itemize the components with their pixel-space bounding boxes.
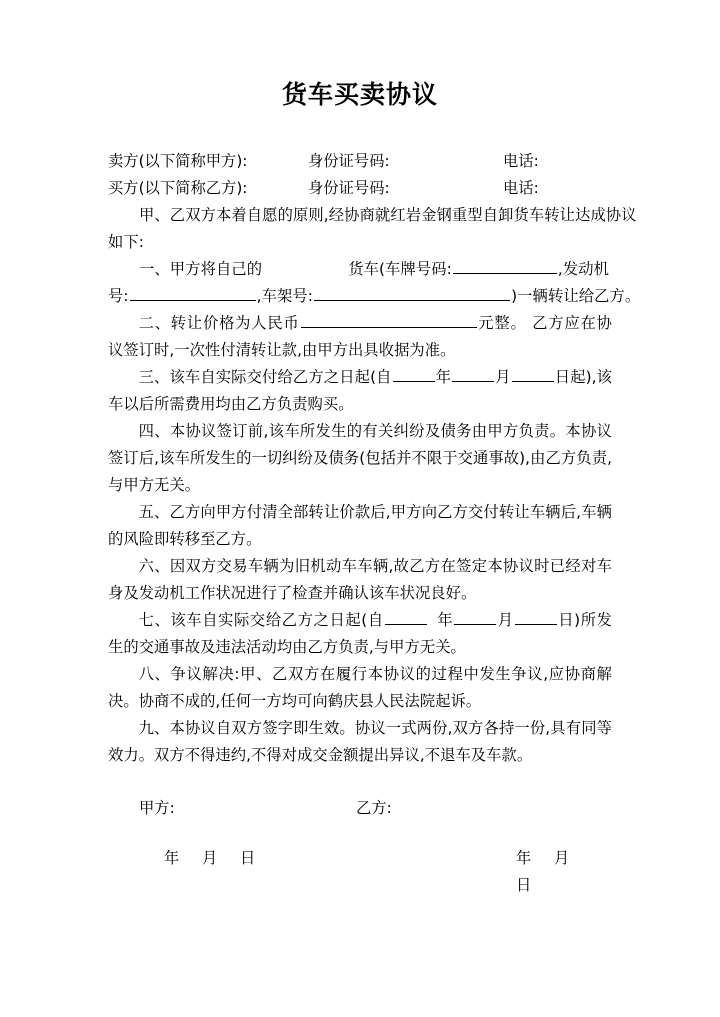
accident-day-blank[interactable] <box>515 610 557 625</box>
clause-1-line-1 <box>108 256 612 283</box>
clause-1-text-b: 货车(车牌号码: <box>348 260 452 278</box>
clause-5: 五、乙方向甲方付清全部转让价款后,甲方向乙方交付转让车辆后,车辆的风险即转移至乙方。 <box>108 503 612 548</box>
party-a-year-label: 年 <box>164 849 180 867</box>
seller-info-row <box>108 148 612 175</box>
clause-3-text-b: 年 <box>435 368 452 386</box>
preamble-line-1 <box>108 202 637 229</box>
clause-6: 六、因双方交易车辆为旧机动车车辆,故乙方在签定本协议时已经对车身及发动机工作状况进行了检查并确认该车状况良好。 <box>108 557 612 602</box>
clause-7-text-c: 月 <box>497 611 514 629</box>
preamble-text-a: 甲、乙双方本着自愿的原则,经协商就红岩金钢重型自卸货车转让达成协议 <box>139 206 637 224</box>
clause-1-text-d: 号: <box>108 287 129 305</box>
clause-1-text-c: ,发动机 <box>557 260 610 278</box>
clause-2-text-a: 二、转让价格为人民币 <box>138 314 300 332</box>
signature-row <box>108 795 612 822</box>
delivery-day-blank[interactable] <box>512 367 554 382</box>
buyer-id-label: 身份证号码: <box>308 179 390 197</box>
seller-phone-label: 电话: <box>503 152 539 170</box>
clause-7-text-b: 年 <box>436 611 454 629</box>
party-a-signature-label[interactable]: 甲方: <box>139 799 175 817</box>
seller-id-label: 身份证号码: <box>308 152 390 170</box>
clause-1-text-e: ,车架号: <box>256 287 314 305</box>
signature-date-row <box>108 845 612 899</box>
clause-4: 四、本协议签订前,该车所发生的有关纠纷及债务由甲方负责。本协议签订后,该车所发生的一切纠纷及债务(包括并不限于交通事故),由乙方负责,与甲方无关。 <box>108 422 612 494</box>
clause-7 <box>108 607 612 661</box>
party-b-date[interactable] <box>356 845 612 899</box>
clause-7-text-d: 日)所发生的交通事故及违法活动均由乙方负责,与甲方无关。 <box>108 611 612 656</box>
party-a-month-label: 月 <box>202 849 218 867</box>
vin-number-blank[interactable] <box>314 286 510 301</box>
party-a-date[interactable] <box>108 845 356 899</box>
preamble-text-b: 如下: <box>108 233 145 251</box>
clause-7-text-a: 七、该车自实际交给乙方之日起(自 <box>138 611 384 629</box>
party-b-day-label: 日 <box>516 876 532 894</box>
accident-year-blank[interactable] <box>385 610 427 625</box>
party-b-year-label: 年 <box>516 849 532 867</box>
delivery-year-blank[interactable] <box>393 367 435 382</box>
page-title: 货车买卖协议 <box>281 80 438 109</box>
buyer-phone-label: 电话: <box>503 179 539 197</box>
signature-date-block <box>108 845 612 899</box>
document-body <box>108 148 641 769</box>
plate-number-blank[interactable] <box>453 259 557 274</box>
delivery-month-blank[interactable] <box>452 367 494 382</box>
party-b-month-label: 月 <box>554 849 570 867</box>
engine-number-blank[interactable] <box>130 286 256 301</box>
clause-9: 九、本协议自双方签字即生效。协议一式两份,双方各持一份,具有同等效力。双方不得违约,不得对成交金额提出异议,不退车及车款。 <box>108 719 612 764</box>
clause-3-text-c: 月 <box>495 368 511 386</box>
clause-1-line-2 <box>108 283 641 310</box>
clause-3 <box>108 364 612 418</box>
buyer-info-row <box>108 175 612 202</box>
party-a-day-label: 日 <box>240 849 256 867</box>
preamble-line-2 <box>108 229 612 256</box>
clause-3-text-a: 三、该车自实际交付给乙方之日起(自 <box>138 368 392 386</box>
clause-2-text-b: 元整。 乙方应在协议签订时,一次性付清转让款,由甲方出具收据为准。 <box>108 314 612 359</box>
seller-name-label: 卖方(以下简称甲方): <box>108 152 248 170</box>
transfer-price-blank[interactable] <box>301 313 477 328</box>
clause-3-text-d: 日起),该车以后所需费用均由乙方负责购买。 <box>108 368 612 413</box>
accident-month-blank[interactable] <box>454 610 496 625</box>
party-b-signature-label[interactable]: 乙方: <box>356 799 392 817</box>
signature-block <box>108 795 612 822</box>
clause-8: 八、争议解决:甲、乙双方在履行本协议的过程中发生争议,应协商解决。协商不成的,任何一方均可向鹤庆县人民法院起诉。 <box>108 665 612 710</box>
buyer-name-label: 买方(以下简称乙方): <box>108 179 248 197</box>
clause-1-text-a: 一、甲方将自己的 <box>139 260 263 278</box>
vehicle-model-gap <box>262 260 348 274</box>
clause-1-text-f: )一辆转让给乙方。 <box>511 287 641 305</box>
clause-2 <box>108 310 612 364</box>
